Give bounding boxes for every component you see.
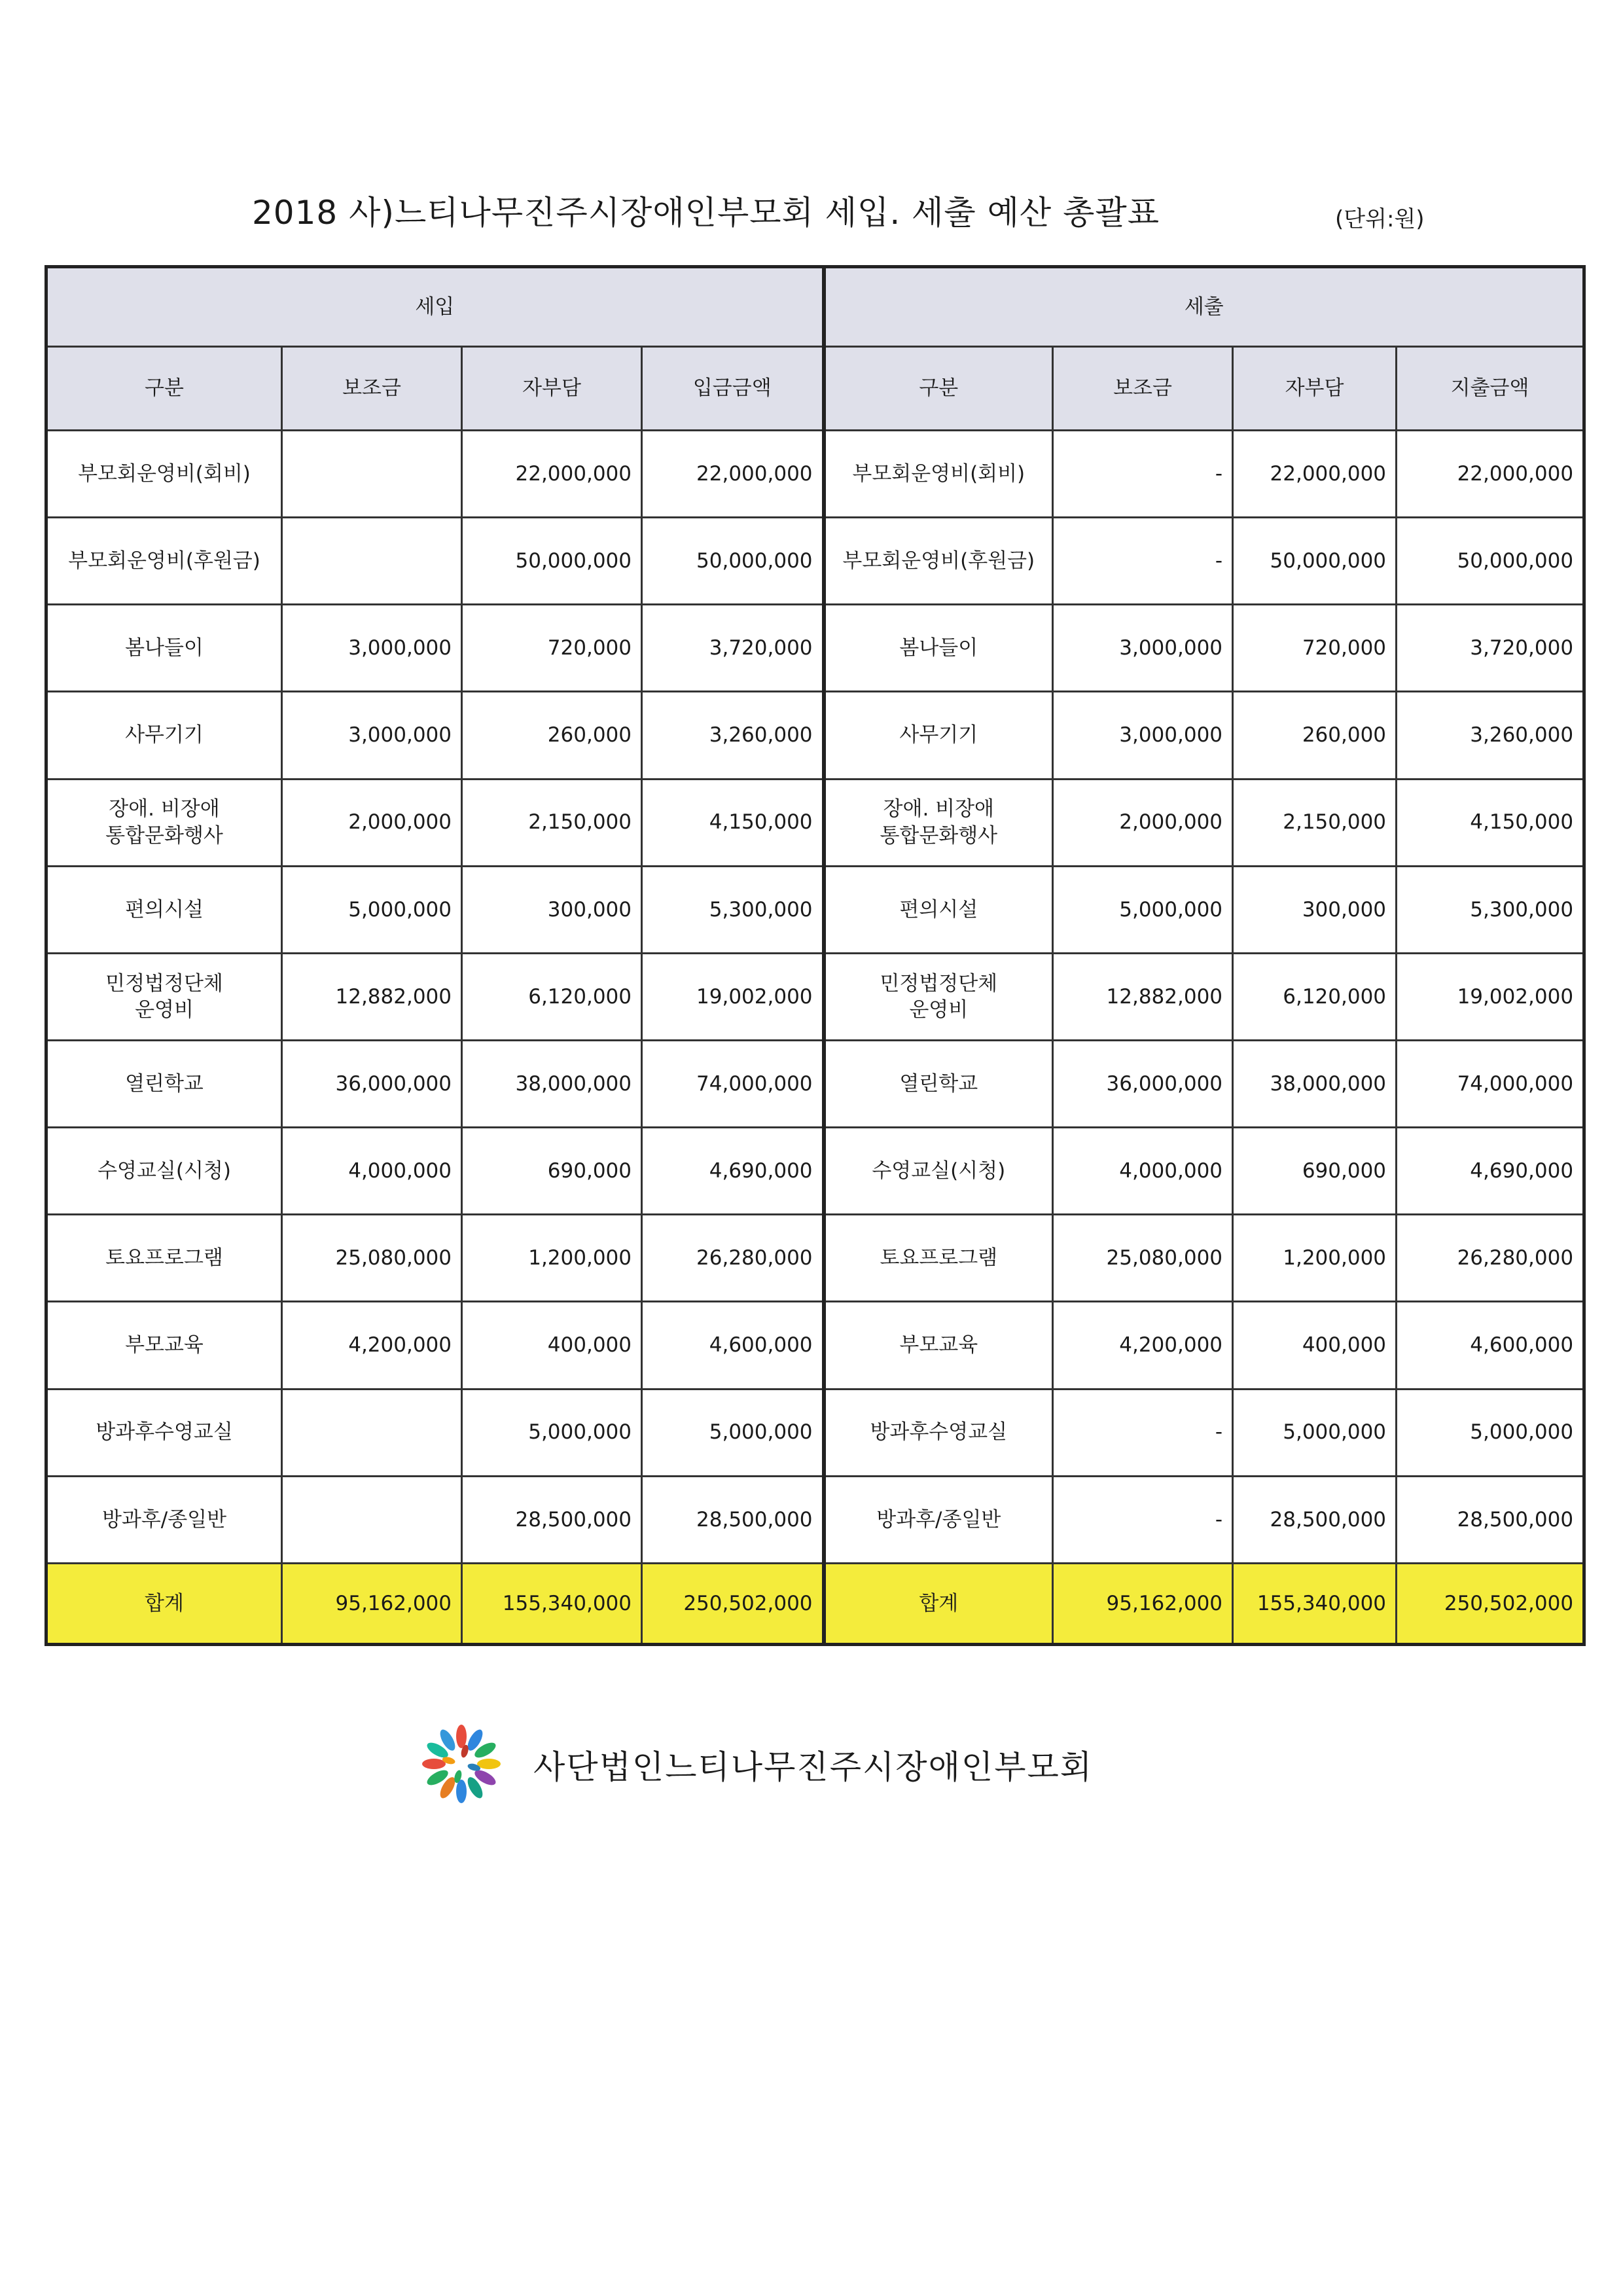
income-col-category: 구분 xyxy=(46,347,282,431)
expense-subsidy-cell: 3,000,000 xyxy=(1053,605,1233,692)
expense-category-cell: 수영교실(시청) xyxy=(824,1128,1053,1215)
table-row xyxy=(46,1389,1584,1476)
income-category-cell: 수영교실(시청) xyxy=(46,1128,282,1215)
income-category-cell: 부모회운영비(후원금) xyxy=(46,518,282,605)
income-category-cell: 방과후수영교실 xyxy=(46,1389,282,1476)
expense-amount-cell: 5,000,000 xyxy=(1397,1389,1584,1476)
expense-subsidy-cell: - xyxy=(1053,1389,1233,1476)
expense-self-cell: 400,000 xyxy=(1233,1302,1397,1389)
expense-category-cell: 편의시설 xyxy=(824,866,1053,953)
income-self-cell: 260,000 xyxy=(462,692,642,779)
expense-amount-cell: 3,260,000 xyxy=(1397,692,1584,779)
expense-self-cell: 2,150,000 xyxy=(1233,779,1397,866)
table-row xyxy=(46,866,1584,953)
organization-name: 사단법인느티나무진주시장애인부모회 xyxy=(533,1748,1094,1786)
table-row xyxy=(46,1302,1584,1389)
expense-amount-cell: 74,000,000 xyxy=(1397,1040,1584,1127)
income-group-header: 세입 xyxy=(46,267,824,347)
table-row xyxy=(46,1040,1584,1127)
expense-subsidy-cell: 4,200,000 xyxy=(1053,1302,1233,1389)
income-amount-cell: 3,720,000 xyxy=(642,605,824,692)
expense-amount-cell: 3,720,000 xyxy=(1397,605,1584,692)
expense-col-total: 지출금액 xyxy=(1397,347,1584,431)
income-amount-cell: 26,280,000 xyxy=(642,1215,824,1302)
expense-amount-cell: 4,690,000 xyxy=(1397,1128,1584,1215)
income-self-cell: 38,000,000 xyxy=(462,1040,642,1127)
income-amount-cell: 5,000,000 xyxy=(642,1389,824,1476)
expense-amount-cell: 4,150,000 xyxy=(1397,779,1584,866)
total-row xyxy=(46,1564,1584,1645)
income-self-cell: 300,000 xyxy=(462,866,642,953)
expense-col-category: 구분 xyxy=(824,347,1053,431)
income-subsidy-cell: 4,000,000 xyxy=(282,1128,462,1215)
expense-category-cell: 토요프로그램 xyxy=(824,1215,1053,1302)
income-self-cell: 5,000,000 xyxy=(462,1389,642,1476)
expense-subsidy-cell: - xyxy=(1053,431,1233,518)
income-total-amount: 250,502,000 xyxy=(642,1564,824,1645)
table-row xyxy=(46,605,1584,692)
table-row xyxy=(46,1215,1584,1302)
table-row xyxy=(46,431,1584,518)
expense-category-cell: 민정법정단체 운영비 xyxy=(824,953,1053,1040)
expense-subsidy-cell: 3,000,000 xyxy=(1053,692,1233,779)
income-self-cell: 2,150,000 xyxy=(462,779,642,866)
income-category-cell: 봄나들이 xyxy=(46,605,282,692)
income-category-cell: 방과후/종일반 xyxy=(46,1476,282,1563)
income-subsidy-cell: 4,200,000 xyxy=(282,1302,462,1389)
budget-table xyxy=(45,265,1586,1646)
income-amount-cell: 19,002,000 xyxy=(642,953,824,1040)
expense-total-subsidy: 95,162,000 xyxy=(1053,1564,1233,1645)
expense-self-cell: 28,500,000 xyxy=(1233,1476,1397,1563)
income-amount-cell: 28,500,000 xyxy=(642,1476,824,1563)
expense-amount-cell: 19,002,000 xyxy=(1397,953,1584,1040)
income-subsidy-cell xyxy=(282,518,462,605)
expense-self-cell: 1,200,000 xyxy=(1233,1215,1397,1302)
income-amount-cell: 74,000,000 xyxy=(642,1040,824,1127)
income-col-subsidy: 보조금 xyxy=(282,347,462,431)
expense-subsidy-cell: - xyxy=(1053,518,1233,605)
income-amount-cell: 4,690,000 xyxy=(642,1128,824,1215)
income-self-cell: 22,000,000 xyxy=(462,431,642,518)
income-subsidy-cell: 5,000,000 xyxy=(282,866,462,953)
income-amount-cell: 5,300,000 xyxy=(642,866,824,953)
expense-category-cell: 봄나들이 xyxy=(824,605,1053,692)
table-row xyxy=(46,953,1584,1040)
expense-category-cell: 방과후수영교실 xyxy=(824,1389,1053,1476)
income-self-cell: 50,000,000 xyxy=(462,518,642,605)
expense-category-cell: 부모회운영비(회비) xyxy=(824,431,1053,518)
group-header-row xyxy=(46,267,1584,347)
expense-subsidy-cell: 5,000,000 xyxy=(1053,866,1233,953)
column-header-row xyxy=(46,347,1584,431)
expense-category-cell: 방과후/종일반 xyxy=(824,1476,1053,1563)
expense-subsidy-cell: 12,882,000 xyxy=(1053,953,1233,1040)
income-total-subsidy: 95,162,000 xyxy=(282,1564,462,1645)
expense-subsidy-cell: 4,000,000 xyxy=(1053,1128,1233,1215)
income-category-cell: 편의시설 xyxy=(46,866,282,953)
income-col-self: 자부담 xyxy=(462,347,642,431)
expense-col-self: 자부담 xyxy=(1233,347,1397,431)
income-category-cell: 열린학교 xyxy=(46,1040,282,1127)
table-row xyxy=(46,1476,1584,1563)
income-total-self: 155,340,000 xyxy=(462,1564,642,1645)
expense-amount-cell: 4,600,000 xyxy=(1397,1302,1584,1389)
income-subsidy-cell: 2,000,000 xyxy=(282,779,462,866)
expense-subsidy-cell: - xyxy=(1053,1476,1233,1563)
expense-amount-cell: 5,300,000 xyxy=(1397,866,1584,953)
expense-subsidy-cell: 2,000,000 xyxy=(1053,779,1233,866)
expense-self-cell: 50,000,000 xyxy=(1233,518,1397,605)
expense-subsidy-cell: 25,080,000 xyxy=(1053,1215,1233,1302)
expense-total-amount: 250,502,000 xyxy=(1397,1564,1584,1645)
expense-self-cell: 720,000 xyxy=(1233,605,1397,692)
income-amount-cell: 50,000,000 xyxy=(642,518,824,605)
income-amount-cell: 22,000,000 xyxy=(642,431,824,518)
income-subsidy-cell: 12,882,000 xyxy=(282,953,462,1040)
income-category-cell: 민정법정단체 운영비 xyxy=(46,953,282,1040)
table-row xyxy=(46,779,1584,866)
income-category-cell: 장애. 비장애 통합문화행사 xyxy=(46,779,282,866)
flower-logo-icon xyxy=(419,1721,504,1806)
income-col-total: 입금금액 xyxy=(642,347,824,431)
income-subsidy-cell xyxy=(282,1389,462,1476)
expense-total-label: 합계 xyxy=(824,1564,1053,1645)
expense-self-cell: 6,120,000 xyxy=(1233,953,1397,1040)
income-subsidy-cell: 25,080,000 xyxy=(282,1215,462,1302)
table-row xyxy=(46,692,1584,779)
expense-self-cell: 690,000 xyxy=(1233,1128,1397,1215)
expense-col-subsidy: 보조금 xyxy=(1053,347,1233,431)
income-category-cell: 부모교육 xyxy=(46,1302,282,1389)
page-title: 2018 사)느티나무진주시장애인부모회 세입. 세출 예산 총괄표 xyxy=(252,194,1160,232)
income-subsidy-cell xyxy=(282,1476,462,1563)
income-category-cell: 부모회운영비(회비) xyxy=(46,431,282,518)
expense-subsidy-cell: 36,000,000 xyxy=(1053,1040,1233,1127)
income-subsidy-cell: 3,000,000 xyxy=(282,605,462,692)
income-amount-cell: 4,600,000 xyxy=(642,1302,824,1389)
income-category-cell: 사무기기 xyxy=(46,692,282,779)
expense-amount-cell: 28,500,000 xyxy=(1397,1476,1584,1563)
expense-amount-cell: 22,000,000 xyxy=(1397,431,1584,518)
income-self-cell: 6,120,000 xyxy=(462,953,642,1040)
expense-category-cell: 부모교육 xyxy=(824,1302,1053,1389)
income-subsidy-cell: 3,000,000 xyxy=(282,692,462,779)
expense-category-cell: 열린학교 xyxy=(824,1040,1053,1127)
table-row xyxy=(46,1128,1584,1215)
income-self-cell: 690,000 xyxy=(462,1128,642,1215)
income-amount-cell: 4,150,000 xyxy=(642,779,824,866)
expense-category-cell: 장애. 비장애 통합문화행사 xyxy=(824,779,1053,866)
income-self-cell: 28,500,000 xyxy=(462,1476,642,1563)
expense-group-header: 세출 xyxy=(824,267,1584,347)
income-category-cell: 토요프로그램 xyxy=(46,1215,282,1302)
income-subsidy-cell: 36,000,000 xyxy=(282,1040,462,1127)
expense-self-cell: 5,000,000 xyxy=(1233,1389,1397,1476)
unit-label: (단위:원) xyxy=(1335,206,1425,232)
income-self-cell: 1,200,000 xyxy=(462,1215,642,1302)
title-row xyxy=(0,187,1623,245)
expense-self-cell: 22,000,000 xyxy=(1233,431,1397,518)
expense-category-cell: 부모회운영비(후원금) xyxy=(824,518,1053,605)
income-subsidy-cell xyxy=(282,431,462,518)
income-self-cell: 400,000 xyxy=(462,1302,642,1389)
expense-category-cell: 사무기기 xyxy=(824,692,1053,779)
expense-self-cell: 300,000 xyxy=(1233,866,1397,953)
footer xyxy=(419,1721,1270,1806)
income-self-cell: 720,000 xyxy=(462,605,642,692)
income-amount-cell: 3,260,000 xyxy=(642,692,824,779)
expense-amount-cell: 50,000,000 xyxy=(1397,518,1584,605)
expense-self-cell: 260,000 xyxy=(1233,692,1397,779)
expense-amount-cell: 26,280,000 xyxy=(1397,1215,1584,1302)
expense-total-self: 155,340,000 xyxy=(1233,1564,1397,1645)
income-total-label: 합계 xyxy=(46,1564,282,1645)
expense-self-cell: 38,000,000 xyxy=(1233,1040,1397,1127)
table-row xyxy=(46,518,1584,605)
